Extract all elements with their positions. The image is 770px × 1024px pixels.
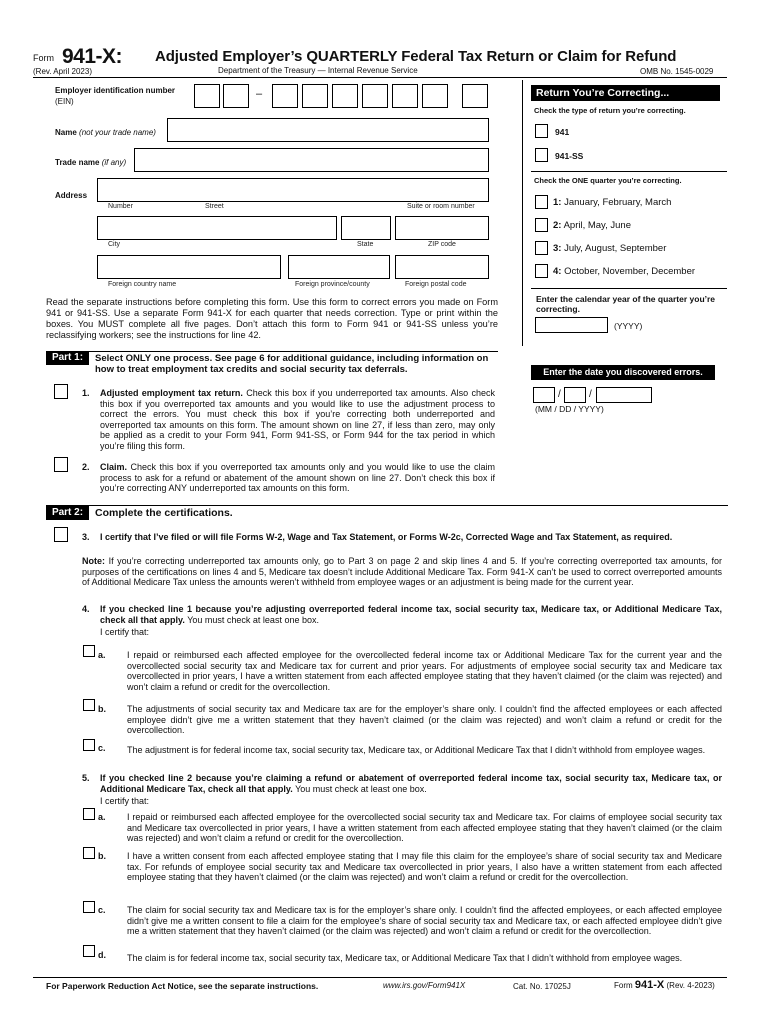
line4-text — [100, 604, 722, 625]
quarter-4-label — [553, 266, 695, 277]
checkbox-quarter-1[interactable] — [535, 195, 548, 209]
line2-heading: Claim. — [100, 462, 128, 472]
quarter-2-label — [553, 220, 631, 231]
department: Department of the Treasury — Internal Revenue Service — [218, 66, 418, 75]
panel-rule-1 — [531, 171, 727, 172]
line5a-letter: a. — [98, 812, 106, 822]
ein-digit-1[interactable] — [194, 84, 220, 108]
line2-number: 2. — [82, 462, 90, 472]
irs-url[interactable]: www.irs.gov/Form941X — [383, 981, 466, 990]
trade-name-input[interactable] — [134, 148, 489, 172]
quarter-instruction: Check the ONE quarter you’re correcting. — [534, 176, 682, 185]
line5d-text: The claim is for federal income tax, social security tax, Medicare tax, or Additional Medicare Tax that I didn’t withhold from employee wages. — [127, 953, 683, 963]
line5-heading: If you checked line 2 because you’re claiming a refund or abatement of overreported federal income tax, social security tax, Medicare tax, or Additional Medicare Tax, check all that apply. — [100, 773, 722, 794]
line1-number: 1. — [82, 388, 90, 398]
line5b-letter: b. — [98, 851, 106, 861]
form-title: Adjusted Employer’s QUARTERLY Federal Tax Return or Claim for Refund — [155, 48, 677, 65]
line2-text — [100, 462, 495, 494]
footer-form-word: Form — [614, 981, 633, 990]
part2-rule — [46, 505, 728, 506]
checkbox-line1[interactable] — [54, 384, 68, 399]
line4c-text: The adjustment is for federal income tax, social security tax, Medicare tax, or Additional Medicare Tax that I didn’t withhold from employee wages. — [127, 745, 706, 755]
quarter-4-num: 4: — [553, 266, 562, 277]
ein-sublabel: (EIN) — [55, 97, 74, 106]
foreign-country-input[interactable] — [97, 255, 281, 279]
form-number: 941-X: — [62, 45, 123, 68]
ein-digit-5[interactable] — [332, 84, 358, 108]
date-day-input[interactable] — [564, 387, 586, 403]
checkbox-line4c[interactable] — [83, 739, 95, 751]
line4a-text: I repaid or reimbursed each affected employee for the overcollected federal income tax or Additional Medicare Tax for the current year and the overcollected social security tax and Medicare tax for current and prior years. For adjustments of employee social security tax and Medicare tax overcollected in prior years, I have a written statement from each affected employee stating that they haven’t claimed (or the claim was rejected) and won’t claim a refund or credit for the overcollection. — [127, 650, 722, 692]
quarter-3-num: 3: — [553, 243, 562, 254]
option-941ss-label: 941-SS — [555, 151, 584, 161]
quarter-1-label — [553, 197, 671, 208]
line5-rest: You must check at least one box. — [295, 783, 427, 794]
street-caption: Street — [205, 203, 224, 210]
line2-body: Check this box if you overreported tax amounts only and you would like to use the claim process to ask for a refund or abatement of the amount shown on line 27. Don’t check this box if you’re correcting ANY underreported tax amounts on this form. — [100, 462, 495, 493]
foreign-province-caption: Foreign province/county — [295, 281, 370, 288]
header-rule — [33, 77, 727, 78]
name-label-row — [55, 128, 156, 137]
foreign-postal-caption: Foreign postal code — [405, 281, 467, 288]
line1-body: Check this box if you underreported tax amounts. Also check this box if you overreported tax amounts and you would like to use the adjustment process to correct the errors. You must check this box if you’re correcting both underreported and overreported tax amounts on this form. The amount shown on line 27, if less than zero, may only be applied as a credit to your Form 941, Form 941-SS, or Form 944 for the tax period in which you’re filing this form. — [100, 388, 495, 451]
line5b-text: I have a written consent from each affected employee stating that I may file this claim for the employee’s share of social security tax and Medicare tax. For refunds of employee social security tax and Medicare tax overcollected in prior years, I also have a written statement from each affected employee stating that they haven’t claimed (or the claim was rejected) and won’t claim a refund or credit for the overcollection. — [127, 851, 722, 882]
suite-caption: Suite or room number — [407, 203, 475, 210]
city-input[interactable] — [97, 216, 337, 240]
line1-heading: Adjusted employment tax return. — [100, 388, 243, 398]
ein-label: Employer identification number — [55, 86, 176, 95]
line5c-letter: c. — [98, 905, 106, 915]
checkbox-line5d[interactable] — [83, 945, 95, 957]
line4b-letter: b. — [98, 704, 106, 714]
quarter-3-label — [553, 243, 666, 254]
foreign-province-input[interactable] — [288, 255, 390, 279]
line5d-letter: d. — [98, 950, 106, 960]
quarter-3-text: July, August, September — [564, 243, 667, 254]
line4b-text: The adjustments of social security tax and Medicare tax are for the employer’s share only. I couldn’t find the affected employees or each affected employee didn’t give me a written statement that they haven’t claimed (or the claim was rejected) and won’t claim a refund or credit for the overcollection. — [127, 704, 722, 735]
date-month-input[interactable] — [533, 387, 555, 403]
ein-digit-6[interactable] — [362, 84, 388, 108]
checkbox-quarter-2[interactable] — [535, 218, 548, 232]
checkbox-line2[interactable] — [54, 457, 68, 472]
trade-name-note: (if any) — [101, 158, 127, 167]
name-input[interactable] — [167, 118, 489, 142]
option-941-label: 941 — [555, 127, 570, 137]
omb-number: OMB No. 1545-0029 — [640, 67, 714, 76]
zip-input[interactable] — [395, 216, 489, 240]
intro-text: Read the separate instructions before completing this form. Use this form to correct errors you made on Form 941 or 941-SS. Use a separate Form 941-X for each quarter that needs correction. Type or print within the boxes. You MUST complete all five pages. Don’t attach this form to Form 941 or 941-SS unless you’re reclassifying workers; see the instructions for line 42. — [46, 297, 498, 340]
date-slash-1: / — [558, 389, 561, 400]
checkbox-line3[interactable] — [54, 527, 68, 542]
footer-revision: (Rev. 4-2023) — [666, 981, 715, 990]
line5-certify: I certify that: — [100, 796, 150, 806]
part1-label: Part 1: — [46, 351, 89, 365]
line3-number: 3. — [82, 532, 90, 542]
date-format: (MM / DD / YYYY) — [535, 404, 604, 414]
panel-rule-2 — [531, 288, 727, 289]
line5-text — [100, 773, 722, 794]
catalog-number: Cat. No. 17025J — [513, 982, 571, 991]
note-text: If you’re correcting underreported tax amounts only, go to Part 3 on page 2 and skip lines 4 and 5. If you’re correcting overreported tax amounts, for purposes of the certifications on lines 4 and 5, Medicare tax doesn’t include Additional Medicare Tax. Form 941-X can’t be used to correct overreported amounts of Additional Medicare Tax unless the amounts weren’t withheld from employee wages or an adjustment is being made for the current year. — [82, 556, 722, 587]
checkbox-line5b[interactable] — [83, 847, 95, 859]
checkbox-941[interactable] — [535, 124, 548, 138]
zip-caption: ZIP code — [428, 241, 456, 248]
name-note: (not your trade name) — [79, 128, 156, 137]
ein-digit-8[interactable] — [422, 84, 448, 108]
ein-dash: – — [256, 88, 263, 100]
ein-digit-7[interactable] — [392, 84, 418, 108]
footer-rule — [33, 977, 727, 978]
panel-divider — [522, 80, 523, 346]
revision-date: (Rev. April 2023) — [33, 67, 92, 76]
note-paragraph — [82, 556, 722, 588]
type-instruction: Check the type of return you’re correcting. — [534, 106, 686, 115]
quarter-2-text: April, May, June — [563, 220, 631, 231]
correcting-title: Return You’re Correcting... — [531, 85, 720, 101]
name-label: Name — [55, 128, 77, 137]
line4c-letter: c. — [98, 743, 106, 753]
ein-digit-9[interactable] — [462, 84, 488, 108]
footer-form-number: 941-X — [634, 979, 665, 991]
line4-rest: You must check at least one box. — [187, 614, 319, 625]
date-year-input[interactable] — [596, 387, 652, 403]
line4a-letter: a. — [98, 650, 106, 660]
form-word: Form — [33, 53, 54, 63]
line1-text — [100, 388, 495, 451]
checkbox-line5a[interactable] — [83, 808, 95, 820]
quarter-1-num: 1: — [553, 197, 562, 208]
line5-number: 5. — [82, 773, 90, 783]
quarter-1-text: January, February, March — [564, 197, 672, 208]
checkbox-941ss[interactable] — [535, 148, 548, 162]
date-discovered-title: Enter the date you discovered errors. — [531, 365, 715, 380]
ein-digit-4[interactable] — [302, 84, 328, 108]
line5c-text: The claim for social security tax and Medicare tax is for the employer’s share only. I couldn’t find the affected employees, or each affected employee didn’t give me a written consent to file a claim for the employee’s share of social security tax and Medicare tax, or each affected employee didn’t give me a written statement that they haven’t claimed (or the claim was rejected) and won’t claim a refund or credit for the overcollection. — [127, 905, 722, 936]
year-input[interactable] — [535, 317, 608, 333]
part2-label: Part 2: — [46, 506, 89, 520]
line4-heading: If you checked line 1 because you’re adjusting overreported federal income tax, social security tax, Medicare tax, or Additional Medicare Tax, check all that apply. — [100, 604, 722, 625]
state-caption: State — [357, 241, 374, 248]
checkbox-quarter-4[interactable] — [535, 264, 548, 278]
paperwork-notice: For Paperwork Reduction Act Notice, see the separate instructions. — [46, 981, 319, 991]
quarter-2-num: 2: — [553, 220, 562, 231]
checkbox-line5c[interactable] — [83, 901, 95, 913]
part1-title: Select ONLY one process. See page 6 for additional guidance, including information on how to treat employment tax credits and social security tax deferrals. — [95, 353, 489, 375]
street-address-input[interactable] — [97, 178, 489, 202]
part1-rule — [46, 351, 498, 352]
ein-digit-2[interactable] — [223, 84, 249, 108]
address-label: Address — [55, 191, 88, 200]
trade-name-label: Trade name — [55, 158, 100, 167]
number-caption: Number — [108, 203, 133, 210]
checkbox-line4b[interactable] — [83, 699, 95, 711]
year-format: (YYYY) — [614, 321, 643, 331]
line4-number: 4. — [82, 604, 90, 614]
line4-certify: I certify that: — [100, 627, 150, 637]
foreign-postal-input[interactable] — [395, 255, 489, 279]
line5a-text: I repaid or reimbursed each affected employee for the overcollected social security tax and Medicare tax. For claims of employee social security tax and Medicare tax overcollected in prior years, I have a written statement from each affected employee stating that they haven’t claimed (or the claim was rejected) and won’t claim a refund or credit for the overcollection. — [127, 812, 722, 843]
city-caption: City — [108, 241, 121, 248]
date-slash-2: / — [589, 389, 592, 400]
part2-title: Complete the certifications. — [95, 507, 233, 519]
trade-name-label-row — [55, 158, 126, 167]
checkbox-quarter-3[interactable] — [535, 241, 548, 255]
year-instruction: Enter the calendar year of the quarter you’re correcting. — [536, 294, 716, 314]
footer-form-label — [614, 979, 715, 991]
checkbox-line4a[interactable] — [83, 645, 95, 657]
quarter-4-text: October, November, December — [564, 266, 696, 277]
state-input[interactable] — [341, 216, 391, 240]
note-label: Note: — [82, 556, 105, 566]
foreign-country-caption: Foreign country name — [108, 281, 177, 288]
ein-digit-3[interactable] — [272, 84, 298, 108]
line3-text: I certify that I’ve filed or will file Forms W-2, Wage and Tax Statement, or Forms W-2c, Corrected Wage and Tax Statement, as required. — [100, 532, 673, 542]
